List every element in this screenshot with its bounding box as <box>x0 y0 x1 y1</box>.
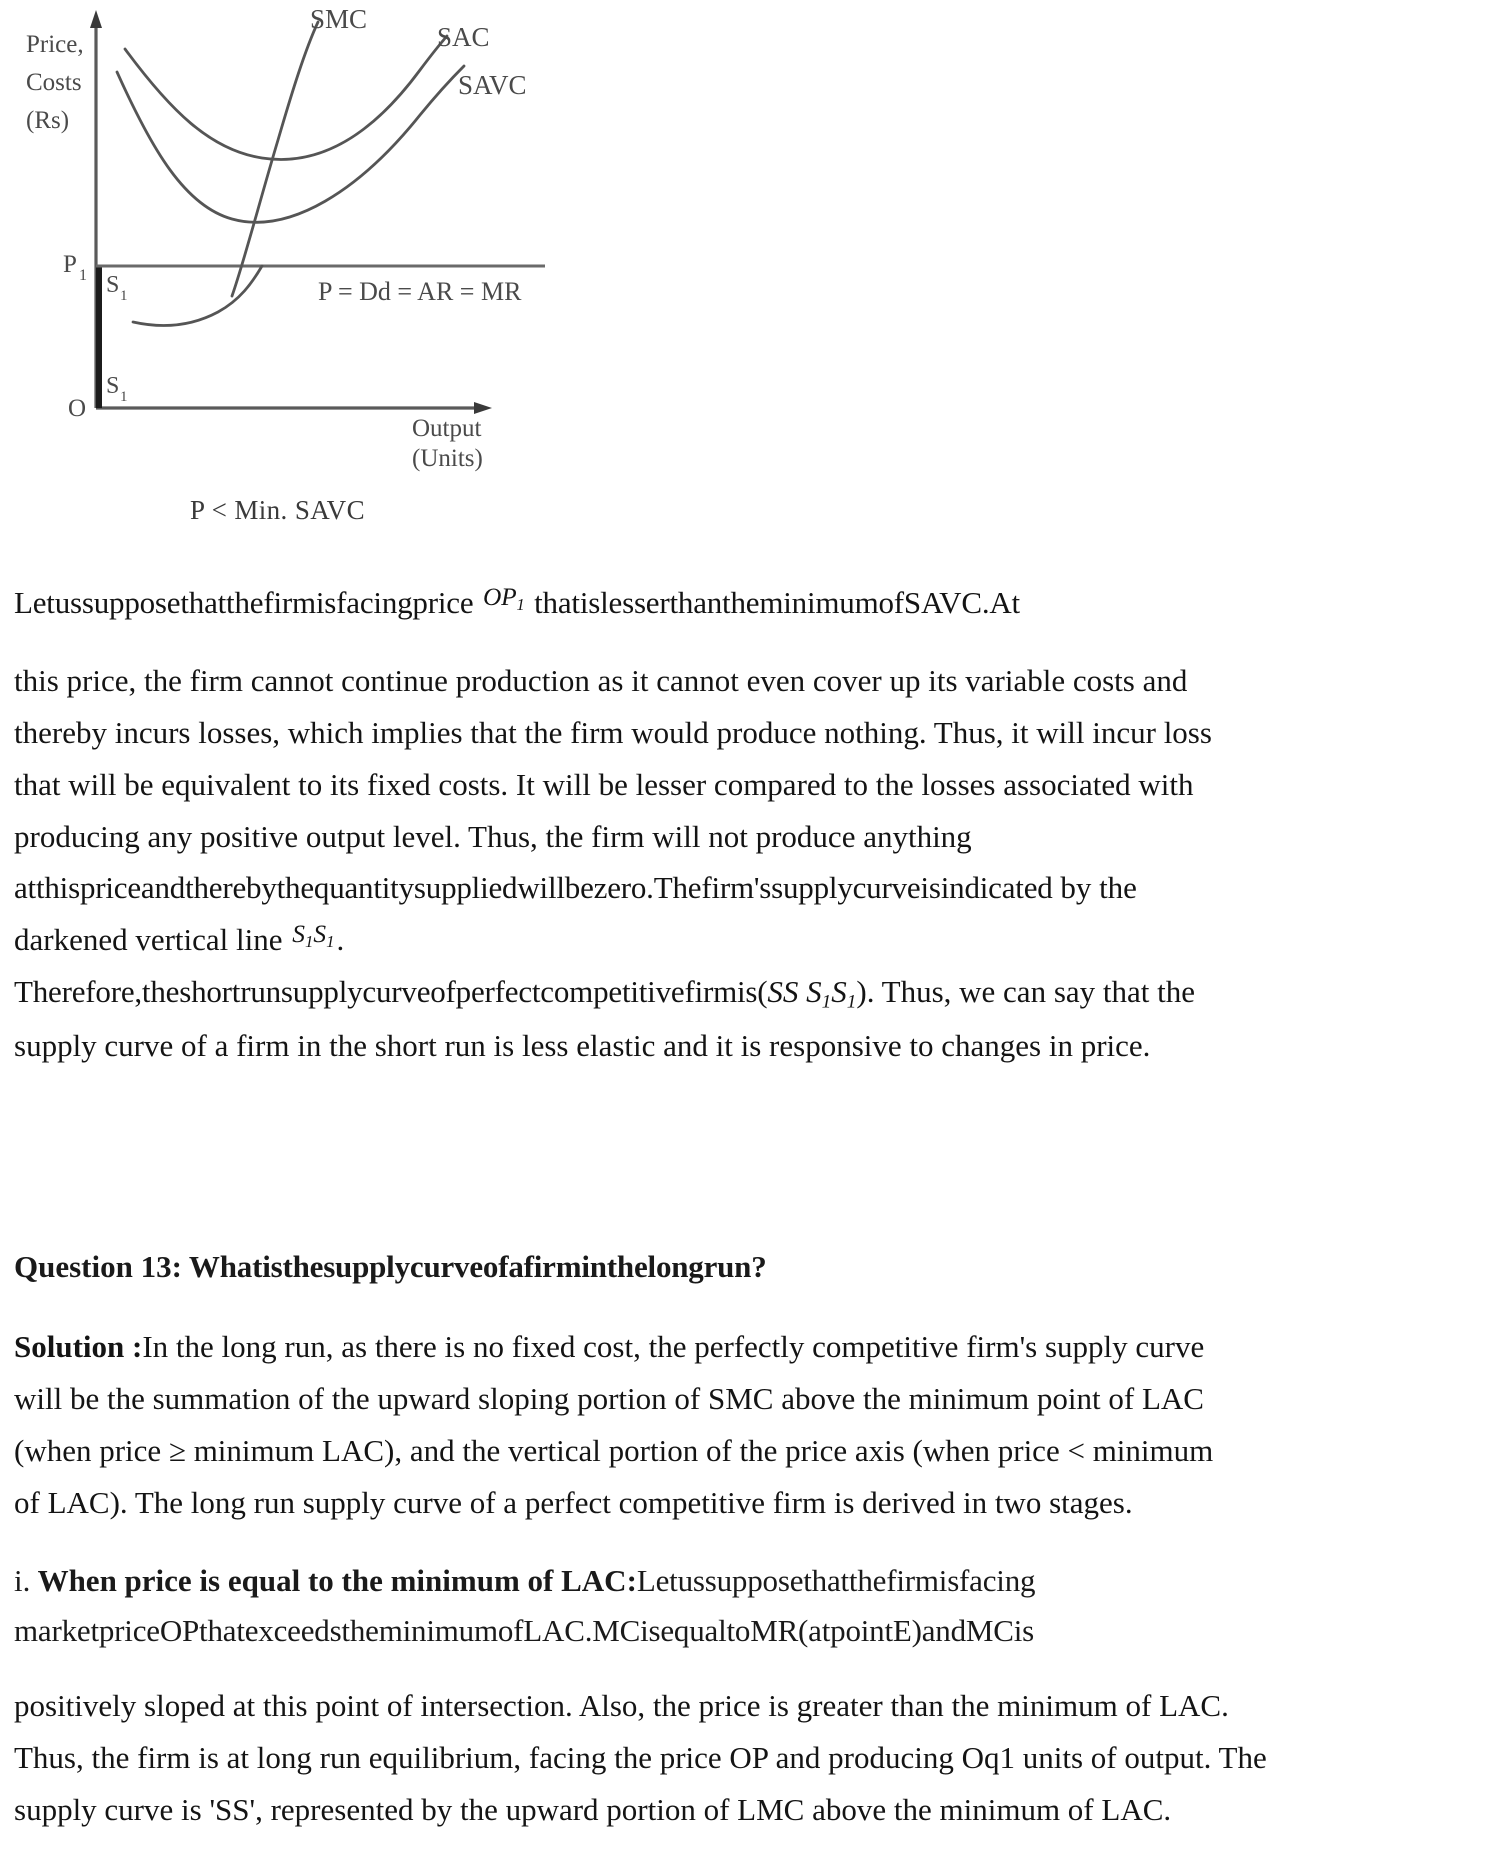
stage-i-body-line-3: supply curve is 'SS', represented by the upward portion of LMC above the minimum of LAC. <box>14 1792 1172 1828</box>
para5-post: ). Thus, we can say that the <box>856 974 1195 1010</box>
paragraph-2-line-3: that will be equivalent to its fixed costs. It will be lesser compared to the losses associated with <box>14 766 1194 802</box>
spacer <box>14 1075 1458 1185</box>
paragraph-2-line-1: this price, the firm cannot continue production as it cannot even cover up its variable costs and <box>14 662 1188 698</box>
s1-lower-label <box>106 373 128 405</box>
svg-text:P: P <box>63 251 77 278</box>
document-body <box>0 580 1498 1833</box>
supply-curve-chart <box>0 0 620 580</box>
stage-i-body-line-2: Thus, the firm is at long run equilibrium, facing the price OP and producing Oq1 units of output. The <box>14 1740 1267 1776</box>
para4-post: . <box>336 922 345 958</box>
svg-text:1: 1 <box>120 288 128 304</box>
x-axis <box>96 402 492 414</box>
spacer <box>14 1532 1458 1558</box>
y-axis-label-line-1: Price, <box>26 31 84 58</box>
figure-caption: P < Min. SAVC <box>190 495 365 525</box>
spacer <box>14 1298 1458 1324</box>
para5-s1: $S_1S_1$ <box>806 974 857 1013</box>
question-13-text: Whatisthesupplycurveofafirminthelongrun? <box>181 1248 767 1284</box>
paragraph-2-line-4: producing any positive output level. Thus, the firm will not produce anything <box>14 818 972 854</box>
stage-i-marker: i. <box>14 1562 31 1598</box>
solution-line-4: of LAC). The long run supply curve of a perfect competitive firm is derived in two stages. <box>14 1484 1133 1520</box>
stage-i-heading <box>14 1558 1458 1604</box>
solution-line-1 <box>14 1324 1458 1370</box>
stage-i-tight-text: Letussupposethatthefirmisfacing <box>636 1562 1036 1598</box>
lower-cost-curve <box>133 266 262 325</box>
para4-math: S1S1 <box>292 920 335 952</box>
spacer <box>14 632 1458 658</box>
y-axis-label-line-3: (Rs) <box>26 107 70 134</box>
paragraph-6: supply curve of a firm in the short run is less elastic and it is responsive to changes in price. <box>14 1027 1151 1063</box>
spacer <box>14 1657 1458 1683</box>
solution-label: Solution : <box>14 1329 143 1365</box>
stage-i-bold-label: When price is equal to the minimum of LAC: <box>30 1562 637 1598</box>
paragraph-4 <box>14 917 1458 963</box>
para1-math: OP1 <box>482 583 525 615</box>
paragraph-5 <box>14 969 1458 1017</box>
svg-text:1: 1 <box>79 267 87 284</box>
svg-text:1: 1 <box>120 389 128 405</box>
solution-line-2: will be the summation of the upward sloping portion of SMC above the minimum point of LAC <box>14 1381 1204 1417</box>
spacer <box>14 1185 1458 1245</box>
s1-upper-label <box>106 272 128 304</box>
para1-post: thatislesserthantheminimumofSAVC.At <box>526 585 1020 620</box>
savc-label: SAVC <box>458 70 527 100</box>
x-axis-label-line-2: (Units) <box>412 445 483 472</box>
para3-tail: by the <box>1052 870 1137 906</box>
y-axis-label-line-2: Costs <box>26 69 82 96</box>
para3-tight: atthispriceandtherebythequantitysuppliedwillbezero.Thefirm'ssupplycurveisindicated <box>14 870 1053 906</box>
stage-i-body-line-1: positively sloped at this point of intersection. Also, the price is greater than the minimum of LAC. <box>14 1688 1229 1724</box>
origin-label: O <box>68 395 87 422</box>
short-run-supply-figure <box>0 0 620 580</box>
para4-pre: darkened vertical line <box>14 922 291 958</box>
revenue-line-label: P = Dd = AR = MR <box>318 277 522 306</box>
paragraph-3 <box>14 865 1458 911</box>
savc-curve <box>117 66 464 222</box>
solution-line-3: (when price ≥ minimum LAC), and the vertical portion of the price axis (when price < minimum <box>14 1432 1214 1468</box>
question-13-heading <box>14 1245 1458 1288</box>
svg-text:S: S <box>106 373 120 399</box>
x-axis-label-line-1: Output <box>412 415 482 442</box>
smc-label: SMC <box>310 4 368 34</box>
para5-ss: SS <box>767 974 799 1010</box>
stage-i-line-2: marketpriceOPthatexceedstheminimumofLAC.MCisequaltoMR(atpointE)andMCis <box>14 1612 1035 1648</box>
price-axis-label <box>63 251 87 284</box>
question-13-label: Question 13: <box>14 1248 182 1284</box>
para1-pre: Letussupposethatthefirmisfacingprice <box>14 585 481 620</box>
sac-label: SAC <box>437 22 490 52</box>
solution-text-1: In the long run, as there is no fixed cost, the perfectly competitive firm's supply curve <box>142 1329 1205 1365</box>
paragraph-2-line-2: thereby incurs losses, which implies that the firm would produce nothing. Thus, it will incur loss <box>14 714 1212 750</box>
para5-tight: Therefore,theshortrunsupplycurveofperfectcompetitivefirmis( <box>14 974 768 1010</box>
paragraph-1 <box>14 580 1458 626</box>
svg-text:S: S <box>106 272 120 298</box>
